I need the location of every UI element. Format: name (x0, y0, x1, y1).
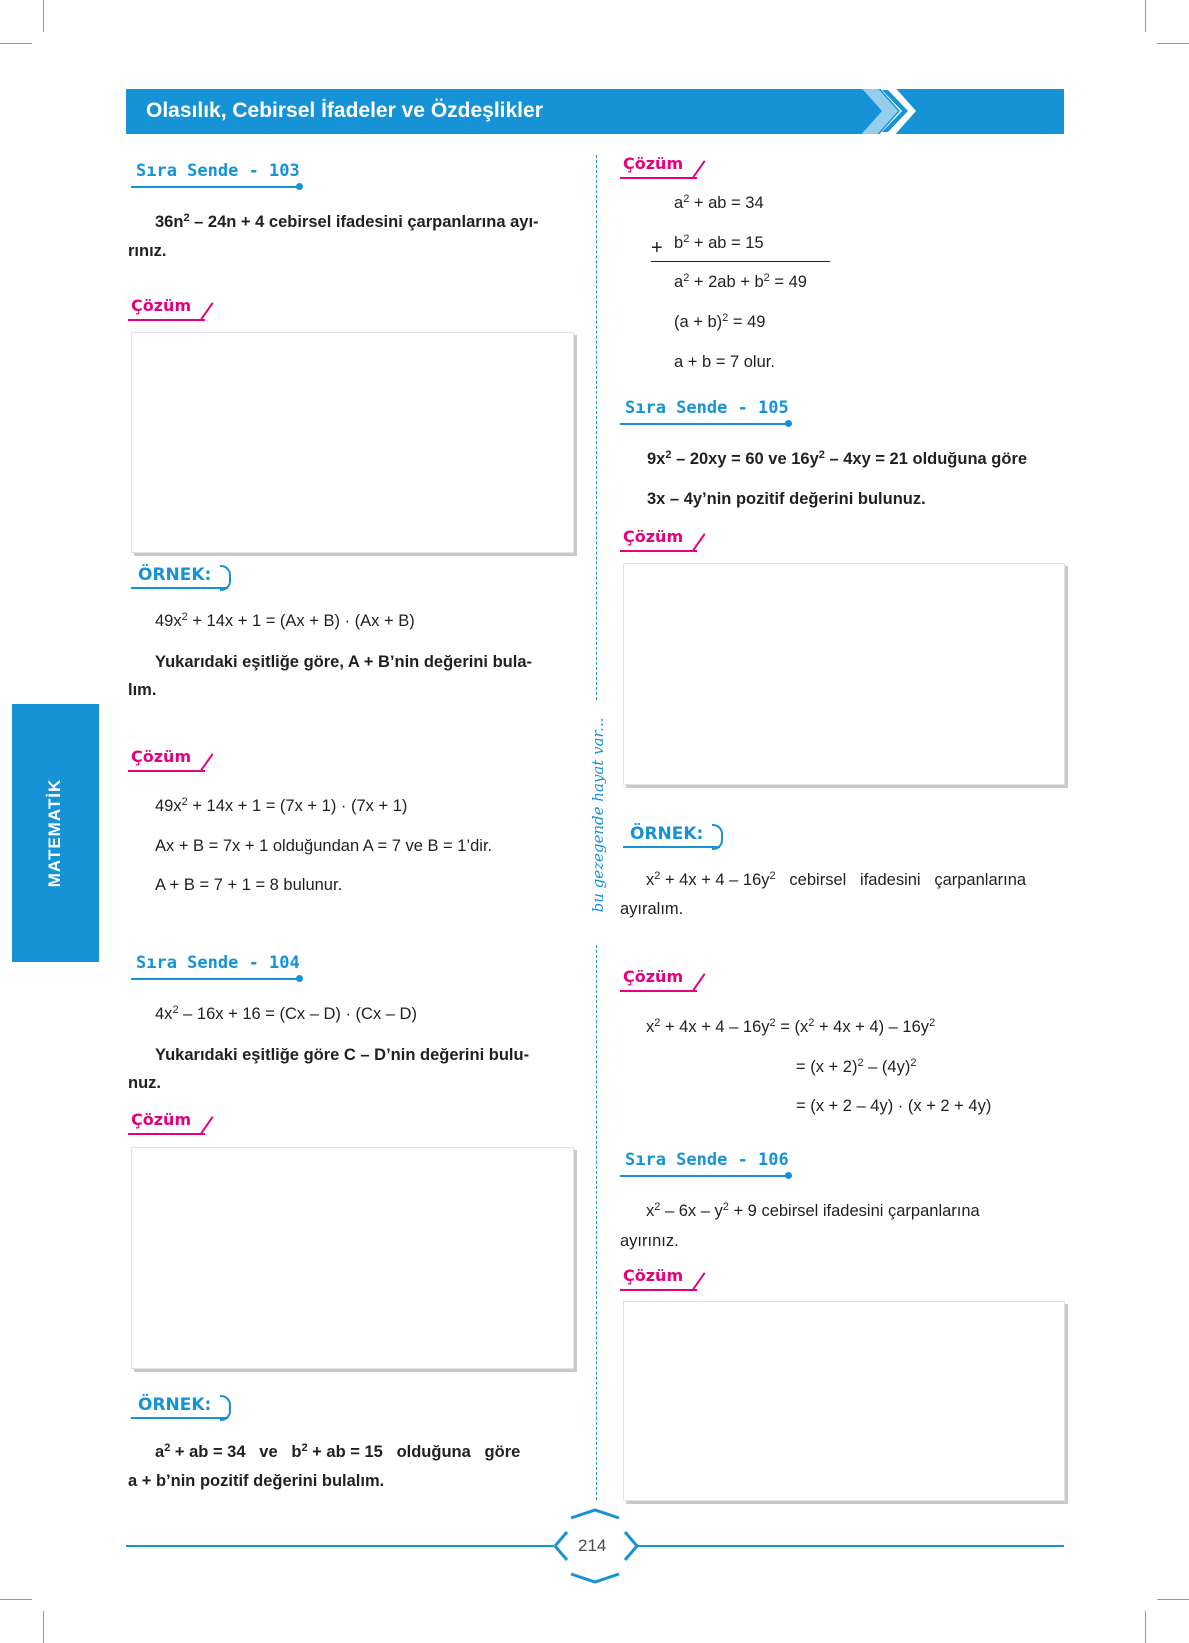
footer-line (637, 1545, 1064, 1547)
crop-mark (43, 0, 44, 32)
answer-box-105[interactable] (623, 563, 1065, 785)
solution-label: Çözüm (131, 747, 192, 766)
crop-mark (43, 1611, 44, 1643)
solution-underline (620, 990, 697, 992)
crop-mark (1145, 0, 1146, 32)
example-label: ÖRNEK: (138, 1395, 212, 1415)
example-underline (131, 1417, 228, 1419)
solution-slash (200, 302, 213, 320)
solution-underline (128, 770, 205, 772)
example-3-question-line1: $x^2 + 4x + 4 - 16y^2$ cebirsel ifadesini çarpanlarına (646, 870, 1027, 889)
answer-box-106[interactable] (623, 1301, 1065, 1501)
plus-sign: + (651, 237, 663, 259)
solution-slash (200, 753, 213, 771)
heading-underline (131, 186, 301, 188)
column-divider (596, 945, 597, 1500)
solution-label: Çözüm (623, 1266, 684, 1285)
chevron-arrows-icon (858, 84, 924, 139)
sum-rule (651, 261, 830, 262)
example-3-solution-line1: $x^2 + 4x + 4 - 16y^2 = (x^2 + 4x + 4) - 16y^2$ (646, 1017, 936, 1036)
page-number: 214 (578, 1536, 607, 1555)
heading-underline (131, 978, 301, 980)
solution-underline (128, 319, 205, 321)
solution-label: Çözüm (131, 296, 192, 315)
solution-slash (692, 1272, 705, 1290)
exercise-106-line1: $x^2 - 6x - y^2 + 9$ cebirsel ifadesini çarpanlarına (646, 1201, 980, 1220)
exercise-104-question-line2: nuz. (128, 1074, 161, 1092)
answer-box-104[interactable] (131, 1147, 574, 1369)
crop-mark (1157, 43, 1189, 44)
solution-line3: $a^2 + 2ab + b^2 = 49$ (674, 272, 807, 291)
answer-box-103[interactable] (131, 332, 574, 553)
solution-line4: $(a + b)^2 = 49$ (674, 312, 766, 331)
exercise-heading-105: Sıra Sende - 105 (625, 398, 789, 418)
example-1-equation: $49x^2 + 14x + 1 = (Ax + B) \cdot (Ax + B)$ (155, 611, 415, 630)
example-1-solution-line2: Ax + B = 7x + 1 olduğundan A = 7 ve B = 1’dir. (155, 837, 493, 855)
exercise-104-equation: $4x^2 - 16x + 16 = (Cx - D) \cdot (Cx - D)$ (155, 1004, 417, 1023)
crop-mark (0, 1599, 32, 1600)
solution-underline (620, 177, 697, 179)
solution-slash (200, 1116, 213, 1134)
example-underline (131, 587, 228, 589)
exercise-105-line1: $9x^2 - 20xy = 60$ ve $16y^2 - 4xy = 21$ olduğuna göre (647, 449, 1028, 468)
heading-dot (296, 183, 303, 190)
example-label: ÖRNEK: (138, 565, 212, 585)
side-tagline: bu gezegende hayat var... (589, 717, 607, 913)
example-bracket (220, 1395, 231, 1421)
solution-label: Çözüm (623, 154, 684, 173)
crop-mark (1157, 1599, 1189, 1600)
solution-underline (620, 1289, 697, 1291)
solution-label: Çözüm (623, 967, 684, 986)
example-bracket (712, 824, 723, 850)
example-1-solution-line1: $49x^2 + 14x + 1 = (7x + 1) \cdot (7x + 1)$ (155, 796, 408, 815)
example-2-question-line2: a + b’nin pozitif değerini bulalım. (128, 1472, 385, 1490)
solution-label: Çözüm (131, 1110, 192, 1129)
exercise-105-line2: 3x – 4y’nin pozitif değerini bulunuz. (647, 490, 926, 508)
solution-line5: a + b = 7 olur. (674, 353, 775, 371)
heading-dot (296, 975, 303, 982)
exercise-106-line2: ayırınız. (620, 1232, 679, 1250)
example-1-solution-line3: A + B = 7 + 1 = 8 bulunur. (155, 876, 343, 894)
column-divider (596, 155, 597, 700)
heading-underline (620, 423, 790, 425)
example-bracket (220, 565, 231, 591)
exercise-heading-103: Sıra Sende - 103 (136, 161, 300, 181)
exercise-104-question-line1: Yukarıdaki eşitliğe göre C – D’nin değerini bulu- (155, 1046, 530, 1064)
crop-mark (1145, 1611, 1146, 1643)
solution-line2: $b^2$ + ab = 15 (674, 233, 764, 252)
example-1-question-line2: lım. (128, 681, 157, 699)
exercise-103-line1: $36n^2 - 24n + 4$ cebirsel ifadesini çarpanlarına ayı- (155, 212, 539, 231)
exercise-heading-104: Sıra Sende - 104 (136, 953, 300, 973)
crop-mark (0, 43, 32, 44)
footer-line (126, 1545, 554, 1547)
exercise-heading-106: Sıra Sende - 106 (625, 1150, 789, 1170)
solution-underline (620, 550, 697, 552)
side-tab-label: MATEMATİK (45, 778, 64, 888)
heading-dot (785, 420, 792, 427)
example-underline (623, 846, 720, 848)
solution-underline (128, 1133, 205, 1135)
example-3-question-line2: ayıralım. (620, 900, 684, 918)
solution-line1: $a^2$ + ab = 34 (674, 193, 764, 212)
solution-slash (692, 973, 705, 991)
solution-slash (692, 533, 705, 551)
example-label: ÖRNEK: (630, 824, 704, 844)
solution-slash (692, 160, 705, 178)
heading-underline (620, 1175, 790, 1177)
example-3-solution-line2: = $(x + 2)^2 - (4y)^2$ (796, 1057, 917, 1076)
exercise-103-line2: rınız. (128, 242, 167, 260)
heading-dot (785, 1172, 792, 1179)
example-2-question-line1: $a^2$ + ab = 34 ve $b^2$ + ab = 15 olduğuna göre (155, 1442, 521, 1461)
example-3-solution-line3: = (x + 2 – 4y) · (x + 2 + 4y) (796, 1097, 992, 1115)
example-1-question-line1: Yukarıdaki eşitliğe göre, A + B’nin değerini bula- (155, 653, 532, 671)
page-title: Olasılık, Cebirsel İfadeler ve Özdeşlikler (146, 99, 543, 122)
solution-label: Çözüm (623, 527, 684, 546)
